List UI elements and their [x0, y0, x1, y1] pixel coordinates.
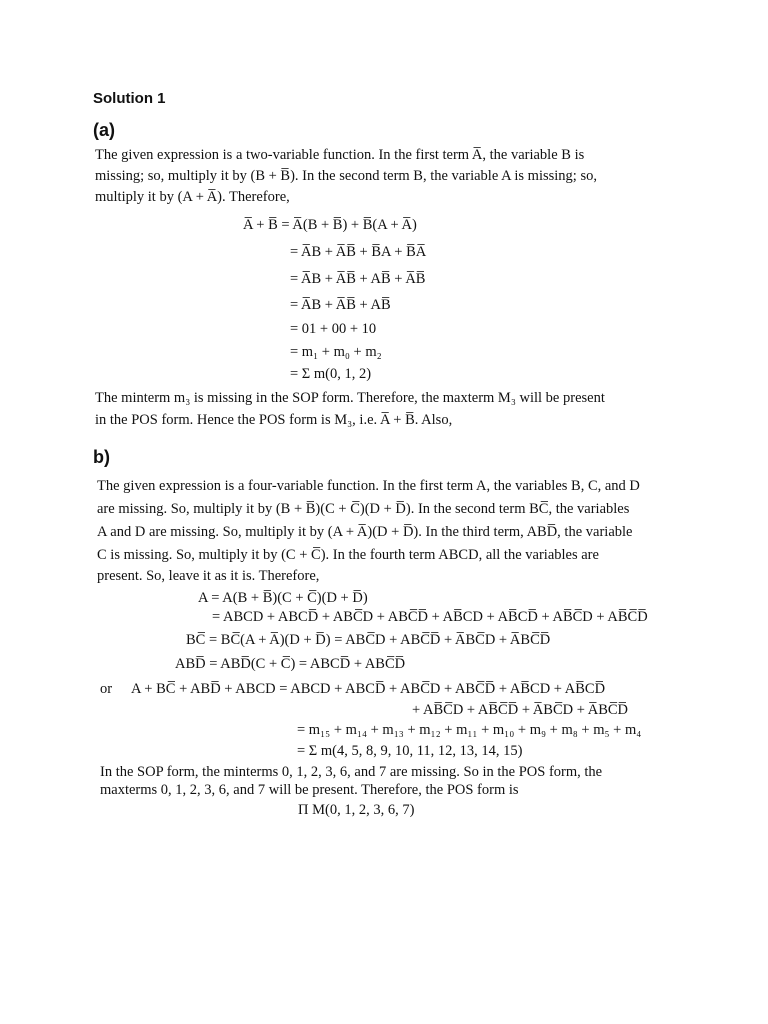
part-a-equation-2: = A̅B + A̅B̅ + B̅A + B̅A̅ — [290, 244, 427, 260]
part-a-intro-line-1: The given expression is a two-variable function. In the first term A̅, the variable B is — [95, 147, 585, 163]
part-a-label: (a) — [93, 120, 115, 140]
part-a-equation-5: = 01 + 00 + 10 — [290, 321, 377, 337]
part-a-intro-line-2: missing; so, multiply it by (B + B̅). In the second term B, the variable A is missing; so, — [95, 168, 597, 184]
part-b-equation-6: + AB̅C̅D + AB̅C̅D̅ + A̅BC̅D + A̅BC̅D̅ — [412, 702, 629, 718]
part-b-intro-line-3: A and D are missing. So, multiply it by (A + A̅)(D + D̅). In the third term, ABD̅, the variable — [97, 524, 633, 540]
part-b-equation-4: ABD̅ = ABD̅(C + C̅) = ABCD̅ + ABC̅D̅ — [175, 656, 406, 672]
part-b-equation-3: BC̅ = BC̅(A + A̅)(D + D̅) = ABC̅D + ABC̅D̅ + A̅BC̅D + A̅BC̅D̅ — [186, 632, 551, 648]
part-b-equation-2: = ABCD + ABCD̅ + ABC̅D + ABC̅D̅ + AB̅CD + AB̅CD̅ + AB̅C̅D + AB̅C̅D̅ — [212, 609, 648, 625]
part-b-intro-line-4: C is missing. So, multiply it by (C + C̅). In the fourth term ABCD, all the variables are — [97, 547, 599, 563]
part-b-equation-5: A + BC̅ + ABD̅ + ABCD = ABCD + ABCD̅ + ABC̅D + ABC̅D̅ + AB̅CD + AB̅CD̅ — [131, 681, 606, 697]
part-a-conclusion-line-2: in the POS form. Hence the POS form is M₃, i.e. A̅ + B̅. Also, — [95, 412, 453, 428]
part-b-conclusion-line-1: In the SOP form, the minterms 0, 1, 2, 3, 6, and 7 are missing. So in the POS form, the — [100, 764, 603, 780]
part-a-equation-1: A̅ + B̅ = A̅(B + B̅) + B̅(A + A̅) — [243, 217, 417, 233]
part-a-equation-7: = Σ m(0, 1, 2) — [290, 366, 372, 382]
part-b-conclusion-line-2: maxterms 0, 1, 2, 3, 6, and 7 will be present. Therefore, the POS form is — [100, 782, 519, 798]
part-b-intro-line-2: are missing. So, multiply it by (B + B̅)(C + C̅)(D + D̅). In the second term BC̅, the variables — [97, 501, 630, 517]
part-a-equation-3: = A̅B + A̅B̅ + AB̅ + A̅B̅ — [290, 271, 426, 287]
part-b-intro-line-1: The given expression is a four-variable function. In the first term A, the variables B, C, and D — [97, 478, 640, 494]
part-b-pos-form: Π M(0, 1, 2, 3, 6, 7) — [298, 802, 415, 818]
part-a-conclusion-line-1: The minterm m₃ is missing in the SOP form. Therefore, the maxterm M₃ will be present — [95, 390, 605, 406]
part-a-intro-line-3: multiply it by (A + A̅). Therefore, — [95, 189, 290, 205]
part-a-equation-4: = A̅B + A̅B̅ + AB̅ — [290, 297, 391, 313]
part-b-or-label: or — [100, 681, 113, 697]
part-a-equation-6: = m₁ + m₀ + m₂ — [290, 344, 382, 360]
part-b-equation-1: A = A(B + B̅)(C + C̅)(D + D̅) — [198, 590, 368, 606]
solution-title: Solution 1 — [93, 90, 166, 107]
part-b-equation-7: = m₁₅ + m₁₄ + m₁₃ + m₁₂ + m₁₁ + m₁₀ + m₉ + m₈ + m₅ + m₄ — [297, 722, 642, 738]
part-b-intro-line-5: present. So, leave it as it is. Therefore, — [97, 568, 320, 584]
part-b-label: b) — [93, 447, 110, 467]
part-b-equation-8: = Σ m(4, 5, 8, 9, 10, 11, 12, 13, 14, 15) — [297, 743, 523, 759]
